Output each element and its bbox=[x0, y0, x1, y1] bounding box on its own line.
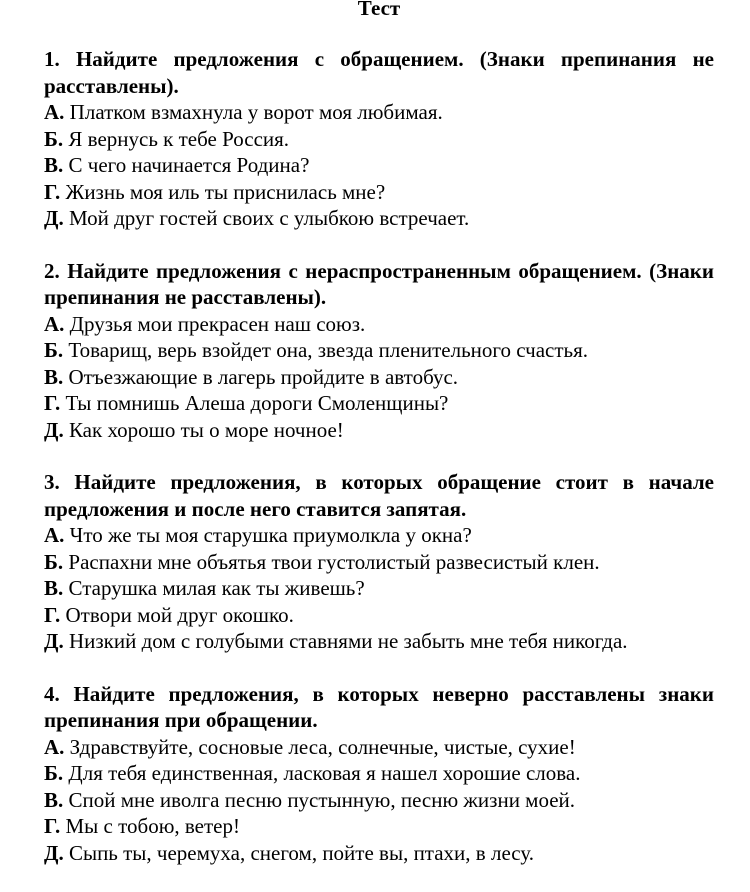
question-2 bbox=[44, 258, 714, 444]
question-text: 2. Найдите предложения с нераспространенным обращением. (Знаки препинания не расставлены). bbox=[44, 258, 714, 309]
option-text: С чего начинается Родина? bbox=[63, 153, 310, 177]
option-b bbox=[44, 549, 714, 576]
option-text: Друзья мои прекрасен наш союз. bbox=[64, 311, 366, 336]
option-letter: Д. bbox=[44, 840, 64, 865]
option-d bbox=[44, 417, 714, 444]
question-1 bbox=[44, 46, 714, 232]
option-g bbox=[44, 179, 714, 206]
option-a bbox=[44, 522, 714, 549]
option-b bbox=[44, 126, 714, 153]
option-letter: А. bbox=[44, 100, 65, 124]
option-d bbox=[44, 628, 714, 655]
option-text: Что же ты моя старушка приумолкла у окна? bbox=[64, 523, 472, 547]
option-g bbox=[44, 602, 714, 629]
option-v bbox=[44, 364, 714, 391]
option-letter: В. bbox=[44, 787, 64, 812]
option-letter: Г. bbox=[44, 602, 61, 627]
option-g bbox=[44, 813, 714, 840]
question-4 bbox=[44, 681, 714, 867]
option-text: Спой мне иволга песню пустынную, песню жизни моей. bbox=[63, 787, 576, 812]
option-text: Я вернусь к тебе Россия. bbox=[63, 126, 290, 151]
option-v bbox=[44, 152, 714, 179]
option-text: Платком взмахнула у ворот моя любимая. bbox=[64, 100, 443, 124]
option-letter: В. bbox=[44, 153, 64, 177]
question-text: 1. Найдите предложения с обращением. (Знаки препинания не расставлены). bbox=[44, 47, 714, 98]
option-d bbox=[44, 205, 714, 232]
option-text: Мой друг гостей своих с улыбкою встречает. bbox=[63, 206, 470, 230]
option-text: Отвори мой друг окошко. bbox=[60, 602, 294, 627]
option-text: Сыпь ты, черемуха, снегом, пойте вы, птахи, в лесу. bbox=[63, 840, 534, 865]
question-text: 3. Найдите предложения, в которых обращение стоит в начале предложения и после него ставится запятая. bbox=[44, 470, 714, 521]
option-a bbox=[44, 99, 714, 126]
option-letter: А. bbox=[44, 734, 65, 759]
option-letter: Г. bbox=[44, 814, 61, 838]
question-text: 4. Найдите предложения, в которых неверно расставлены знаки препинания при обращении. bbox=[44, 681, 714, 732]
option-letter: А. bbox=[44, 523, 65, 547]
option-b bbox=[44, 337, 714, 364]
option-letter: Г. bbox=[44, 391, 61, 415]
option-text: Как хорошо ты о море ночное! bbox=[63, 417, 344, 442]
page-title: Тест bbox=[357, 0, 401, 16]
option-text: Товарищ, верь взойдет она, звезда пленительного счастья. bbox=[63, 338, 589, 362]
option-text: Здравствуйте, сосновые леса, солнечные, чистые, сухие! bbox=[64, 734, 576, 759]
option-letter: Д. bbox=[44, 417, 64, 442]
option-text: Мы с тобою, ветер! bbox=[60, 814, 240, 838]
option-letter: Г. bbox=[44, 179, 61, 204]
option-g bbox=[44, 390, 714, 417]
option-letter: А. bbox=[44, 311, 65, 336]
option-letter: В. bbox=[44, 364, 64, 389]
option-text: Ты помнишь Алеша дороги Смоленщины? bbox=[60, 391, 449, 415]
option-v bbox=[44, 575, 714, 602]
option-text: Старушка милая как ты живешь? bbox=[63, 576, 365, 600]
option-letter: Д. bbox=[44, 206, 64, 230]
option-letter: Б. bbox=[44, 338, 64, 362]
option-b bbox=[44, 760, 714, 787]
option-letter: Б. bbox=[44, 549, 64, 574]
option-letter: Д. bbox=[44, 629, 64, 653]
option-text: Низкий дом с голубыми ставнями не забыть мне тебя никогда. bbox=[63, 629, 628, 653]
option-a bbox=[44, 734, 714, 761]
option-letter: Б. bbox=[44, 126, 64, 151]
option-a bbox=[44, 311, 714, 338]
option-d bbox=[44, 840, 714, 867]
option-text: Распахни мне объятья твои густолистый развесистый клен. bbox=[63, 549, 600, 574]
option-v bbox=[44, 787, 714, 814]
option-text: Жизнь моя иль ты приснилась мне? bbox=[60, 179, 386, 204]
test-document bbox=[44, 0, 714, 892]
question-3 bbox=[44, 469, 714, 655]
option-text: Отъезжающие в лагерь пройдите в автобус. bbox=[63, 364, 459, 389]
option-text: Для тебя единственная, ласковая я нашел хорошие слова. bbox=[63, 761, 581, 785]
option-letter: В. bbox=[44, 576, 64, 600]
option-letter: Б. bbox=[44, 761, 64, 785]
